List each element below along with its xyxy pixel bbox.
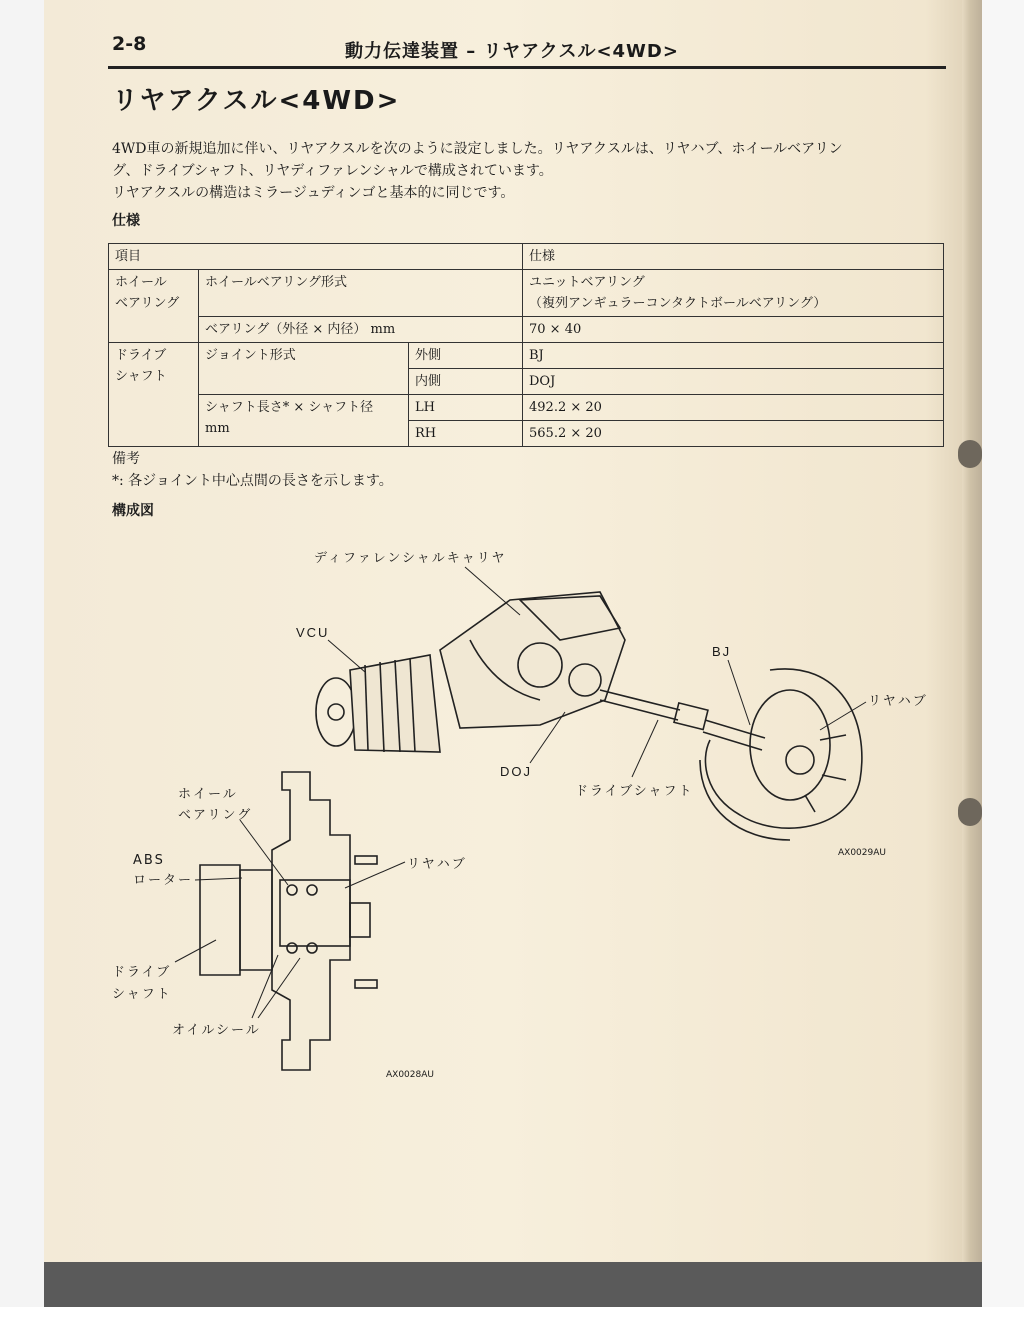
remarks-heading: 備考 xyxy=(112,451,140,467)
page-number: 2-8 xyxy=(112,33,147,55)
remarks-note: *: 各ジョイント中心点間の長さを示します。 xyxy=(112,473,393,489)
group-wheel-bearing: ホイール ベアリング xyxy=(109,270,199,343)
label-rear-hub-assembly: リヤハブ xyxy=(868,694,928,709)
joint-inner-value: DOJ xyxy=(523,369,944,395)
page-title: リヤアクスル<4WD> xyxy=(112,86,401,116)
rh-value: 565.2 × 20 xyxy=(523,421,944,447)
label-doj: DOJ xyxy=(500,764,532,779)
intro-line-1: 4WD車の新規追加に伴い、リヤアクスルを次のように設定しました。リヤアクスルは、リヤハブ、ホイールベアリン xyxy=(112,141,843,157)
figure-code-2: AX0028AU xyxy=(386,1070,434,1080)
label-abs-rotor: ABS ローター xyxy=(133,853,194,888)
label-bj: BJ xyxy=(712,644,732,659)
table-header-spec: 仕様 xyxy=(523,244,944,270)
figure-code-1: AX0029AU xyxy=(838,848,886,858)
label-drive-shaft-section: ドライブ シャフト xyxy=(112,965,172,1002)
label-rear-hub-section: リヤハブ xyxy=(407,857,467,872)
bearing-size-label: ベアリング（外径 × 内径） mm xyxy=(199,317,523,343)
joint-inner-label: 内側 xyxy=(409,369,523,395)
rh-label: RH xyxy=(409,421,523,447)
bearing-type-label: ホイールベアリング形式 xyxy=(199,270,523,317)
label-drive-shaft-assembly: ドライブシャフト xyxy=(575,784,694,799)
bearing-size-value: 70 × 40 xyxy=(523,317,944,343)
joint-outer-label: 外側 xyxy=(409,343,523,369)
lh-value: 492.2 × 20 xyxy=(523,395,944,421)
intro-line-2: グ、ドライブシャフト、リヤディファレンシャルで構成されています。 xyxy=(112,163,553,179)
diagram-heading: 構成図 xyxy=(112,503,154,519)
joint-type-label: ジョイント形式 xyxy=(199,343,409,395)
spec-heading: 仕様 xyxy=(112,213,140,229)
table-header-item: 項目 xyxy=(109,244,523,270)
label-diff-carrier: ディファレンシャルキャリヤ xyxy=(314,551,507,566)
label-wheel-bearing: ホイール ベアリング xyxy=(178,787,253,823)
joint-outer-value: BJ xyxy=(523,343,944,369)
rear-axle-assembly-drawing xyxy=(316,567,866,840)
label-oil-seal: オイルシール xyxy=(172,1023,261,1038)
running-header: 動力伝達装置 – リヤアクスル<4WD> xyxy=(345,41,679,62)
shaft-size-label: シャフト長さ* × シャフト径 mm xyxy=(199,395,409,447)
bearing-type-value: ユニットベアリング （複列アンギュラーコンタクトボールベアリング） xyxy=(523,270,944,317)
lh-label: LH xyxy=(409,395,523,421)
label-vcu: VCU xyxy=(296,625,330,640)
group-drive-shaft: ドライブ シャフト xyxy=(109,343,199,447)
intro-line-3: リヤアクスルの構造はミラージュディンゴと基本的に同じです。 xyxy=(112,185,515,201)
